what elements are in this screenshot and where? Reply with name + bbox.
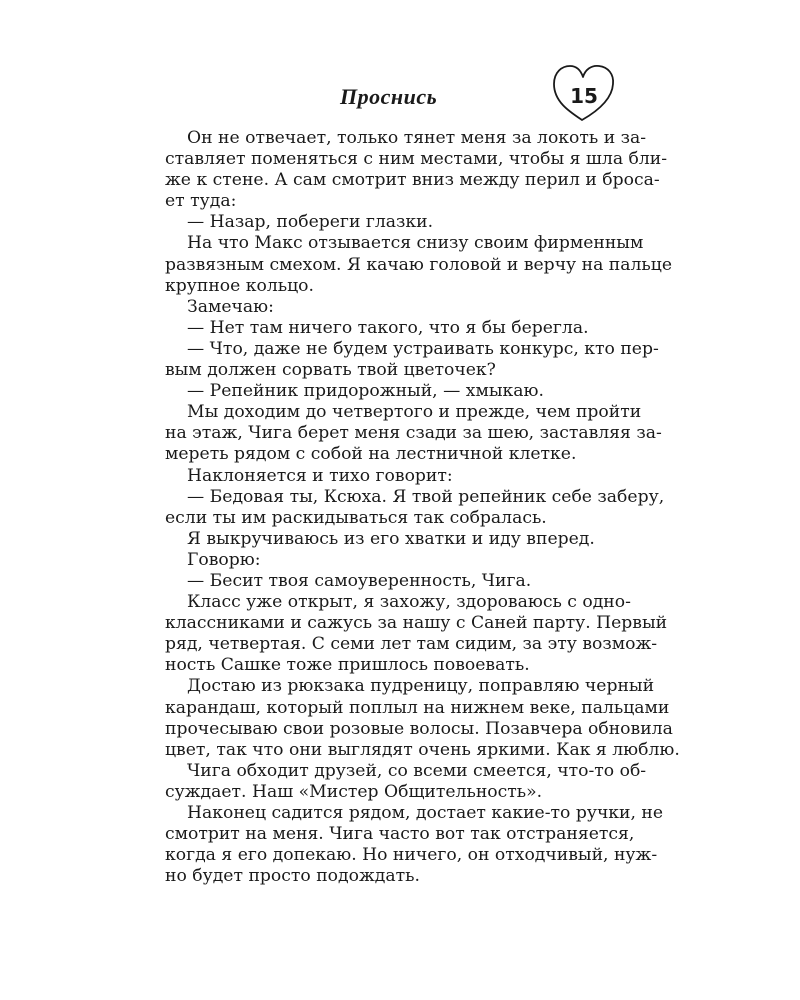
text-line: Замечаю: [187, 296, 274, 317]
text-line: — Нет там ничего такого, что я бы берегла. [187, 317, 589, 338]
text-body [165, 128, 680, 887]
text-line: — Репейник придорожный, — хмыкаю. [187, 381, 544, 402]
paragraph [165, 381, 615, 402]
paragraph [165, 529, 615, 550]
paragraph [165, 676, 680, 760]
text-line: смотрит на меня. Чига часто вот так отстраняется, [165, 824, 635, 845]
page-number-badge [548, 62, 620, 126]
text-line: крупное кольцо. [165, 275, 314, 296]
paragraph [165, 571, 615, 592]
text-line: — Назар, побереги глазки. [187, 212, 434, 233]
paragraph [165, 486, 665, 529]
text-line: Я выкручиваюсь из его хватки и иду вперед. [187, 528, 595, 549]
text-line: прочесываю свои розовые волосы. Позавчера обновила [165, 718, 673, 739]
text-line: — Бедовая ты, Ксюха. Я твой репейник себе заберу, [187, 486, 665, 507]
paragraph [165, 128, 668, 212]
running-title: Проснись [340, 84, 438, 109]
text-line: Он не отвечает, только тянет меня за локоть и за- [187, 128, 647, 148]
text-line: Наконец садится рядом, достает какие-то ручки, не [187, 803, 664, 823]
text-line: вым должен сорвать твой цветочек? [165, 360, 496, 381]
text-line: если ты им раскидываться так собралась. [165, 507, 547, 528]
text-line: Достаю из рюкзака пудреницу, поправляю черный [187, 676, 655, 697]
paragraph [165, 803, 664, 887]
text-line: развязным смехом. Я качаю головой и верчу на пальце [165, 254, 672, 275]
text-line: но будет просто подождать. [165, 866, 420, 887]
paragraph [165, 760, 647, 803]
paragraph [165, 338, 659, 381]
text-line: ряд, четвертая. С семи лет там сидим, за эту возмож- [165, 634, 658, 655]
paragraph [165, 466, 615, 487]
text-line: ет туда: [165, 191, 237, 212]
text-line: Класс уже открыт, я захожу, здороваюсь с одно- [187, 592, 631, 613]
paragraph [165, 233, 672, 296]
text-line: когда я его допекаю. Но ничего, он отходчивый, нуж- [165, 845, 658, 866]
text-line: классниками и сажусь за нашу с Саней парту. Первый [165, 613, 668, 634]
text-line: на этаж, Чига берет меня сзади за шею, заставляя за- [165, 423, 662, 444]
text-line: Чига обходит друзей, со всеми смеется, что-то об- [187, 760, 647, 781]
text-line: Наклоняется и тихо говорит: [187, 465, 453, 486]
text-line: Мы доходим до четвертого и прежде, чем пройти [187, 402, 642, 423]
text-line: ность Сашке тоже пришлось повоевать. [165, 655, 530, 676]
text-line: — Бесит твоя самоуверенность, Чига. [187, 570, 532, 591]
text-line: цвет, так что они выглядят очень яркими. Как я люблю. [165, 739, 680, 760]
text-line: мереть рядом с собой на лестничной клетке. [165, 444, 577, 465]
paragraph [165, 402, 662, 465]
paragraph [165, 592, 668, 676]
paragraph [165, 297, 615, 318]
text-line: карандаш, который поплыл на нижнем веке, пальцами [165, 697, 670, 718]
page-number: 15 [570, 84, 598, 108]
text-line: — Что, даже не будем устраивать конкурс, кто пер- [187, 338, 659, 359]
paragraph [165, 318, 615, 339]
text-line: На что Макс отзывается снизу своим фирменным [187, 233, 644, 254]
text-line: суждает. Наш «Мистер Общительность». [165, 781, 543, 802]
text-line: Говорю: [187, 549, 261, 570]
paragraph [165, 550, 615, 571]
text-line: ставляет поменяться с ним местами, чтобы я шла бли- [165, 149, 668, 170]
paragraph [165, 212, 615, 233]
text-line: же к стене. А сам смотрит вниз между перил и броса- [165, 170, 660, 191]
